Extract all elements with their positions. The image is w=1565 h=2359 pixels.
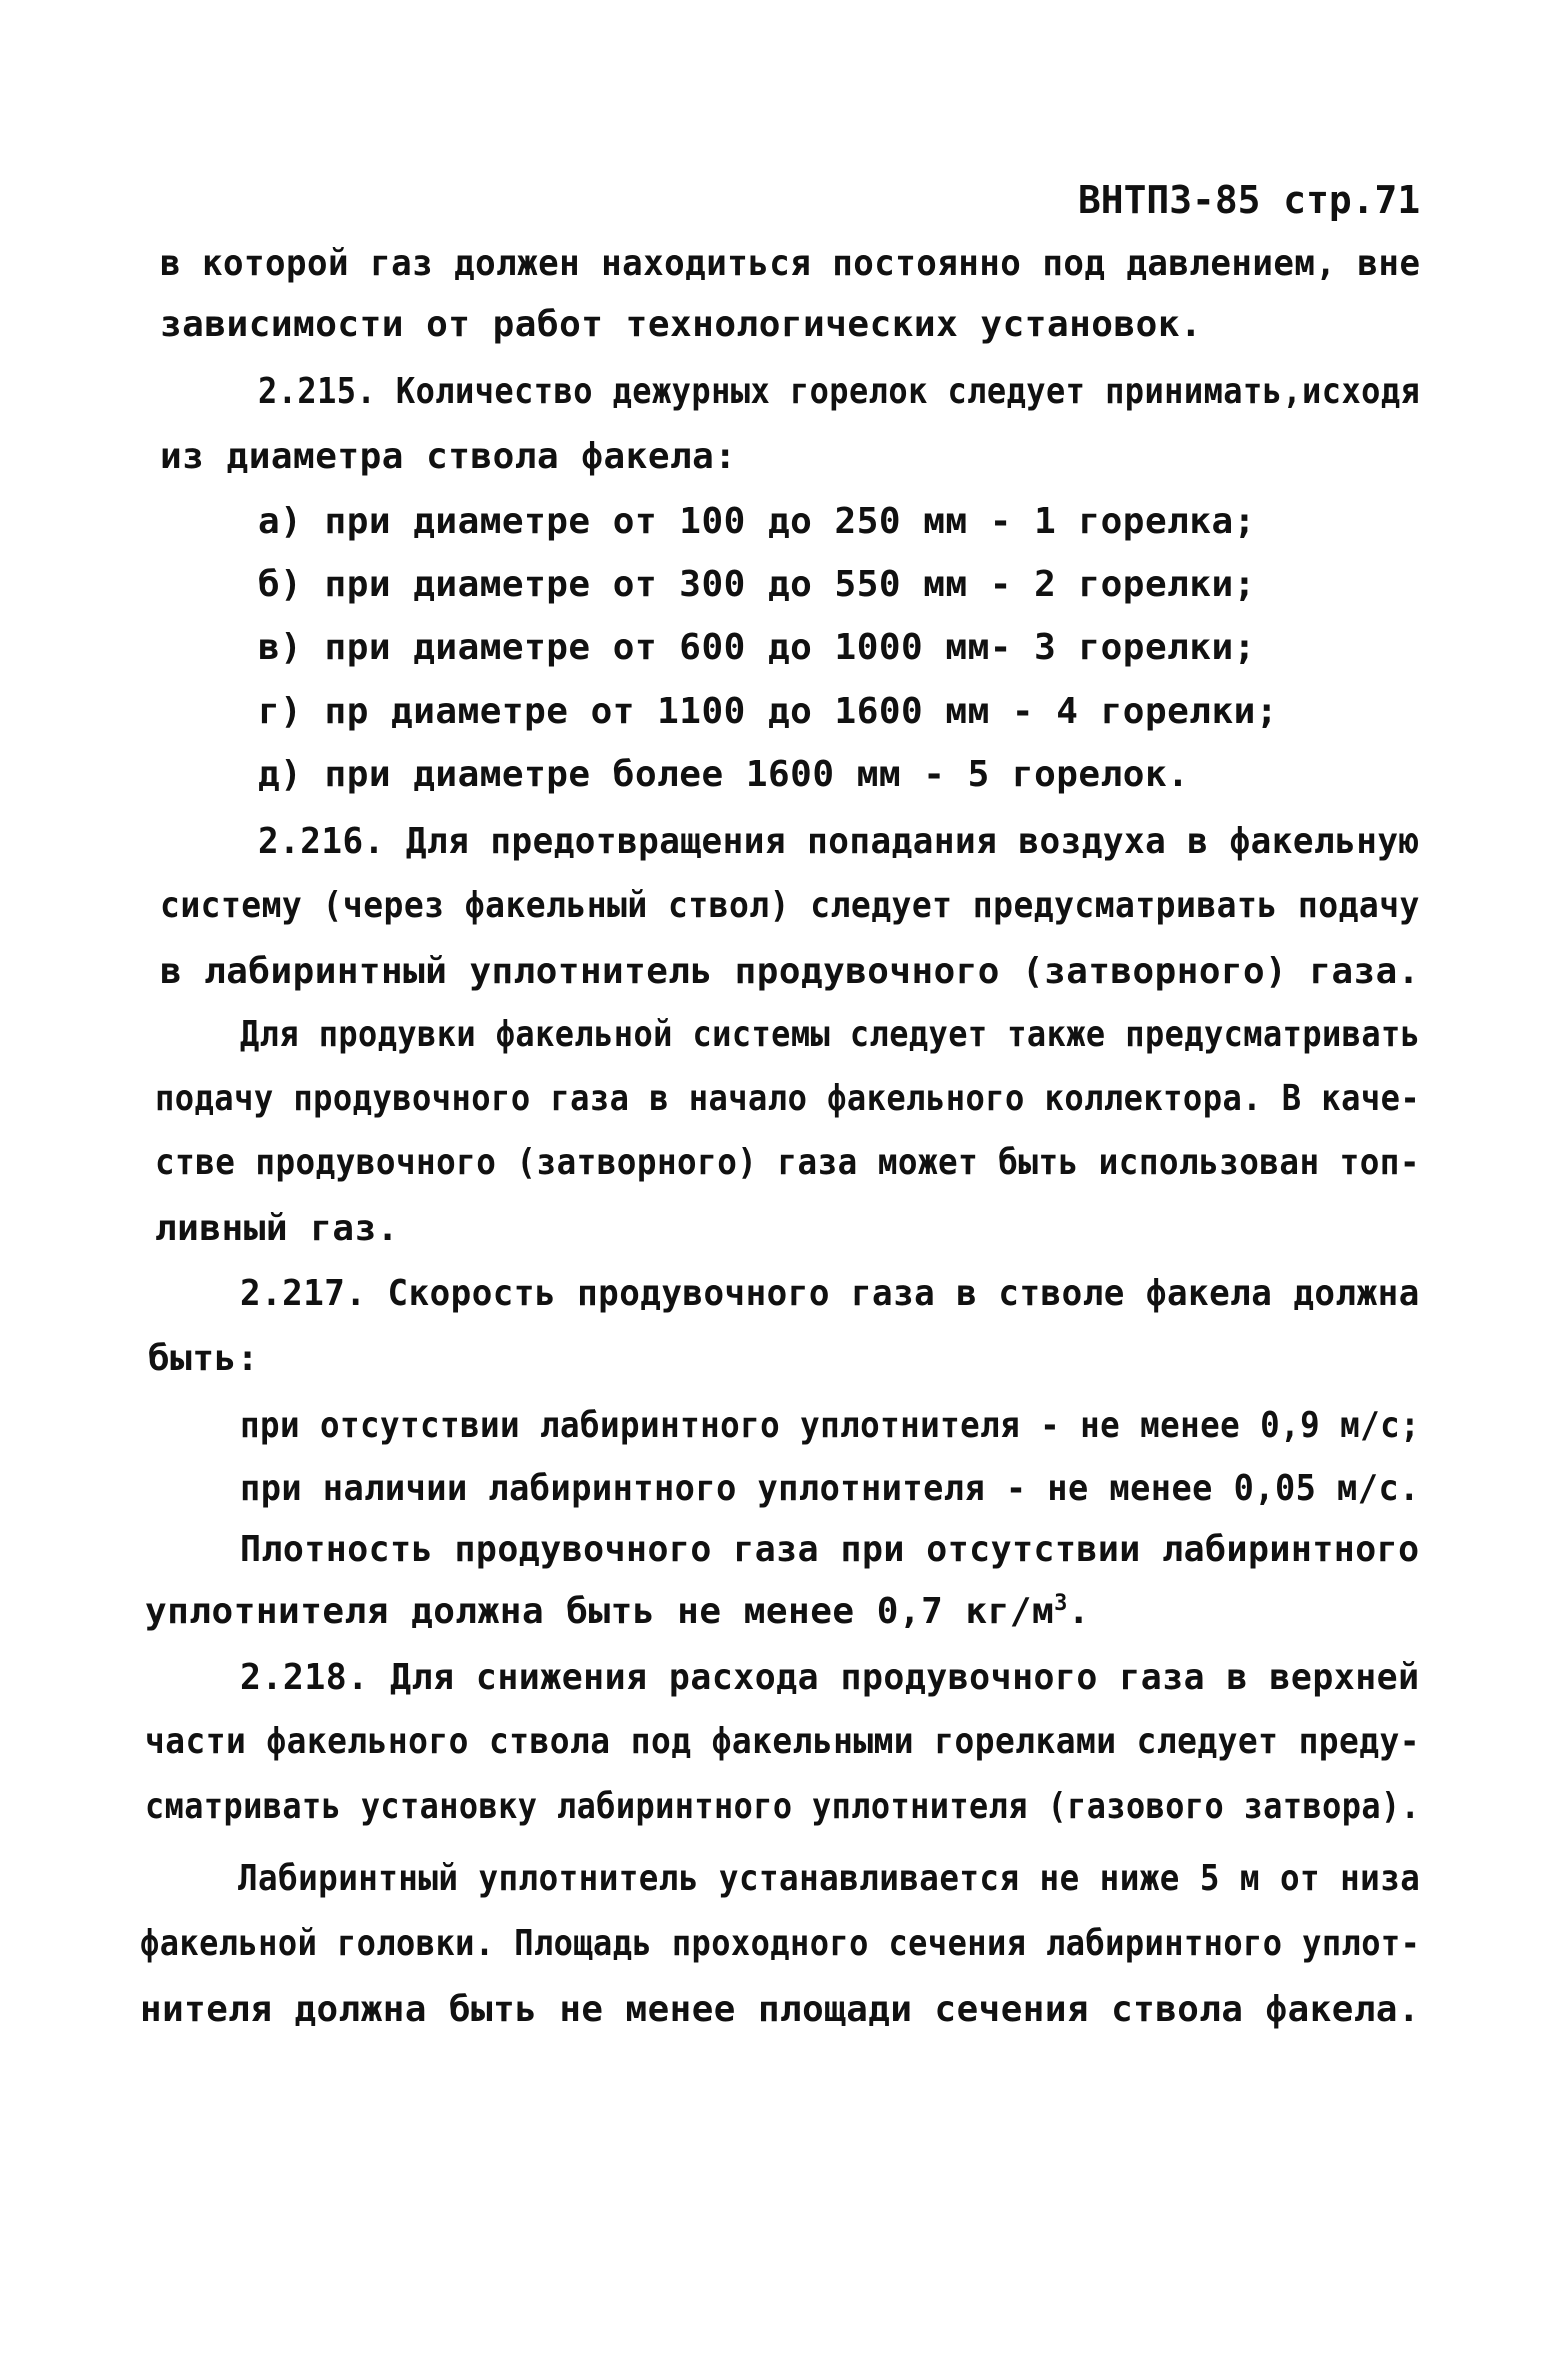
text-line: ливный газ. [155,1208,399,1249]
paragraph-density-start: Плотность продувочного газа при отсутствии лабиринтного [240,1529,1420,1570]
speed-line-no-seal: при отсутствии лабиринтного уплотнителя - не менее 0,9 м/с; [240,1405,1421,1446]
text-line: систему (через факельный ствол) следует предусматривать подачу [160,885,1420,926]
density-line [145,1590,1090,1634]
text-line: в лабиринтный уплотнитель продувочного (затворного) газа. [160,951,1420,992]
density-exponent: 3 [1054,1591,1068,1616]
text-line: из диаметра ствола факела: [160,436,737,477]
text-line: сматривать установку лабиринтного уплотнителя (газового затвора). [145,1786,1421,1827]
paragraph-seal-start: Лабиринтный уплотнитель устанавливается не ниже 5 м от низа [238,1858,1421,1899]
density-text: уплотнителя должна быть не менее 0,7 кг/м [145,1591,1055,1632]
text-line: в которой газ должен находиться постоянно под давлением, вне [160,243,1421,284]
text-line: стве продувочного (затворного) газа может быть использован топ- [155,1142,1420,1183]
text-line: части факельного ствола под факельными горелками следует преду- [145,1721,1420,1762]
density-line-end: . [1067,1591,1091,1632]
speed-line-with-seal: при наличии лабиринтного уплотнителя - не менее 0,05 м/с. [240,1468,1420,1509]
list-item-v: в) при диаметре от 600 до 1000 мм- 3 горелки; [258,627,1256,668]
text-line: нителя должна быть не менее площади сечения ствола факела. [140,1989,1421,2030]
paragraph-2-217-start: 2.217. Скорость продувочного газа в стволе факела должна [240,1273,1420,1314]
list-item-d: д) при диаметре более 1600 мм - 5 горелок. [258,754,1190,795]
paragraph-2-218-start: 2.218. Для снижения расхода продувочного газа в верхней [240,1657,1420,1698]
text-line: быть: [148,1338,259,1379]
paragraph-2-215-start: 2.215. Количество дежурных горелок следует принимать,исходя [258,371,1421,412]
list-item-b: б) при диаметре от 300 до 550 мм - 2 горелки; [258,564,1256,605]
paragraph-2-216-start: 2.216. Для предотвращения попадания воздуха в факельную [258,821,1420,862]
text-line: факельной головки. Площадь проходного сечения лабиринтного уплот- [140,1923,1421,1964]
text-line: зависимости от работ технологических установок. [160,304,1203,345]
text-line: подачу продувочного газа в начало факельного коллектора. В каче- [155,1078,1421,1119]
list-item-a: а) при диаметре от 100 до 250 мм - 1 горелка; [258,501,1256,542]
list-item-g: г) пр диаметре от 1100 до 1600 мм - 4 горелки; [258,691,1278,732]
paragraph-purge-start: Для продувки факельной системы следует также предусматривать [240,1014,1421,1055]
page-header: ВНТП3-85 стр.71 [1078,178,1421,222]
